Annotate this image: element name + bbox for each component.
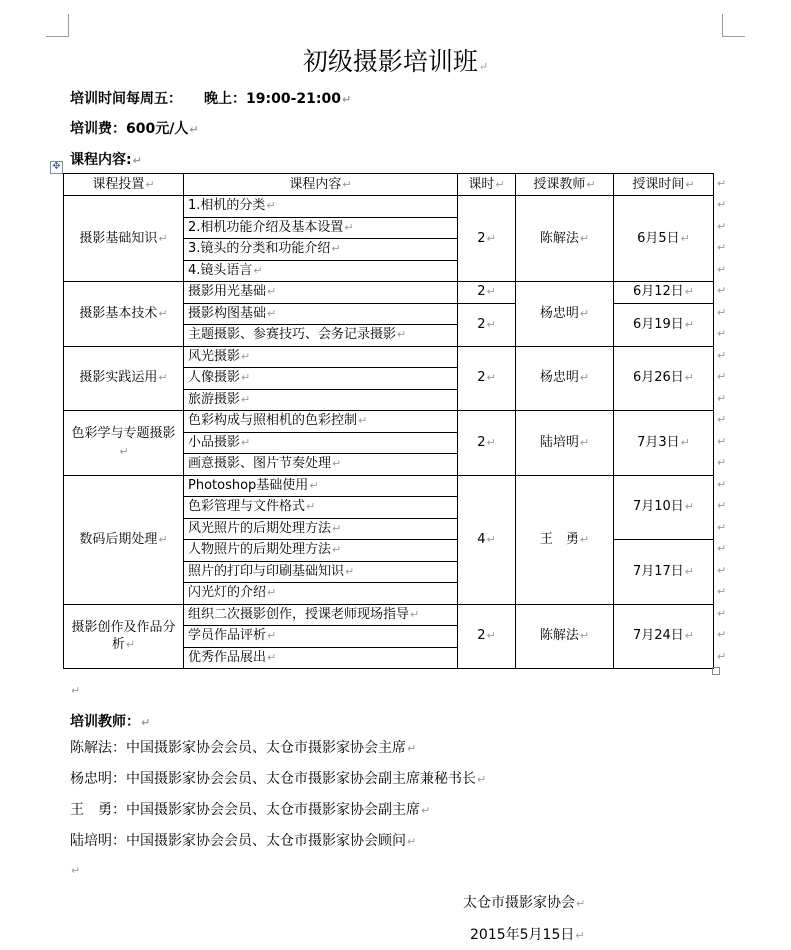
date-cell-text: 6月5日	[637, 230, 680, 246]
header-teacher[interactable]: 授课教师↵	[516, 174, 614, 196]
content-cell-text: 主题摄影、参赛技巧、会务记录摄影	[188, 327, 397, 343]
content-cell[interactable]	[184, 260, 458, 282]
hours-cell[interactable]	[458, 604, 516, 669]
teacher-cell-text: 王 勇	[539, 531, 579, 547]
content-cell[interactable]	[184, 325, 458, 347]
row-end-mark-icon: ↵	[717, 520, 727, 534]
content-cell-text: 1.相机的分类	[188, 198, 266, 214]
date-cell-text: 6月19日	[632, 316, 684, 332]
teacher-cell[interactable]	[516, 475, 614, 604]
paragraph-mark-icon: ↵	[158, 371, 168, 385]
paragraph-mark-icon: ↵	[477, 773, 487, 786]
date-cell-text: 6月26日	[632, 370, 684, 386]
row-end-mark-icon: ↵	[717, 563, 727, 577]
paragraph-mark-icon: ↵	[141, 716, 151, 729]
hours-cell[interactable]	[458, 303, 516, 346]
hours-cell[interactable]	[458, 411, 516, 476]
paragraph-mark-icon: ↵	[421, 804, 431, 817]
teacher-cell[interactable]	[516, 282, 614, 347]
paragraph-mark-icon: ↵	[332, 543, 342, 557]
date-cell-text: 7月3日	[637, 434, 680, 450]
paragraph-mark-icon: ↵	[486, 285, 496, 299]
teacher-bio-text: 王 勇：中国摄影家协会会员、太仓市摄影家协会副主席	[70, 802, 420, 818]
content-cell-text: 小品摄影	[188, 434, 241, 450]
row-end-mark-icon: ↵	[717, 370, 727, 384]
content-cell[interactable]	[184, 239, 458, 261]
content-cell-text: 摄影用光基础	[188, 284, 267, 300]
header-hours[interactable]: 课时↵	[458, 174, 516, 196]
content-cell[interactable]	[184, 561, 458, 583]
paragraph-mark-icon: ↵	[341, 93, 352, 106]
table-row	[64, 604, 714, 626]
table-move-handle-icon[interactable]: ✥	[50, 161, 63, 174]
row-end-mark-icon: ↵	[717, 241, 727, 255]
content-cell[interactable]	[184, 389, 458, 411]
row-end-mark-icon: ↵	[717, 477, 727, 491]
paragraph-mark-icon: ↵	[486, 532, 496, 546]
content-cell-text: 人像摄影	[188, 370, 241, 386]
paragraph-mark-icon: ↵	[397, 328, 407, 342]
paragraph-mark-icon: ↵	[579, 231, 590, 245]
content-cell-text: 风光摄影	[188, 348, 241, 364]
category-cell[interactable]	[64, 196, 184, 282]
category-cell[interactable]	[64, 475, 184, 604]
content-cell-text: 照片的打印与印刷基础知识	[188, 563, 345, 579]
date-cell[interactable]	[614, 282, 714, 304]
content-cell[interactable]	[184, 346, 458, 368]
row-end-mark-icon: ↵	[717, 176, 727, 190]
row-end-mark-icon: ↵	[717, 413, 727, 427]
teacher-bio[interactable]	[70, 737, 416, 757]
document-date[interactable]	[470, 924, 585, 944]
paragraph-mark-icon: ↵	[241, 392, 251, 406]
paragraph-mark-icon: ↵	[158, 532, 168, 546]
paragraph-mark-icon: ↵	[331, 242, 341, 256]
hours-cell-text: 2	[477, 316, 486, 332]
teacher-cell-text: 陈解法	[539, 230, 579, 246]
hours-cell[interactable]	[458, 282, 516, 304]
teacher-bio-text: 杨忠明：中国摄影家协会会员、太仓市摄影家协会副主席兼秘书长	[70, 771, 476, 787]
hours-cell-text: 2	[477, 284, 486, 300]
content-cell-text: 闪光灯的介绍	[188, 585, 267, 601]
paragraph-mark-icon: ↵	[576, 897, 586, 910]
paragraph-mark-icon: ↵	[684, 371, 695, 385]
category-cell[interactable]	[64, 604, 184, 669]
paragraph-mark-icon: ↵	[267, 285, 277, 299]
date-cell[interactable]	[614, 540, 714, 605]
header-date[interactable]: 授课时间↵	[614, 174, 714, 196]
paragraph-mark-icon: ↵	[579, 629, 590, 643]
teacher-cell[interactable]	[516, 411, 614, 476]
content-cell-text: 学员作品评析	[188, 628, 267, 644]
fee-line[interactable]	[70, 118, 199, 138]
paragraph-mark-icon: ↵	[241, 349, 251, 363]
content-cell[interactable]	[184, 475, 458, 497]
content-cell[interactable]	[184, 303, 458, 325]
row-end-mark-icon: ↵	[717, 499, 727, 513]
header-category[interactable]: 课程投置↵	[64, 174, 184, 196]
date-cell[interactable]	[614, 411, 714, 476]
course-table	[63, 173, 714, 669]
content-cell[interactable]	[184, 626, 458, 648]
title-text: 初级摄影培训班	[302, 47, 478, 76]
hours-cell[interactable]	[458, 196, 516, 282]
hours-cell-text: 2	[477, 370, 486, 386]
paragraph-mark-icon: ↵	[241, 371, 251, 385]
row-end-mark-icon: ↵	[717, 327, 727, 341]
row-end-mark-icon: ↵	[717, 542, 727, 556]
content-cell[interactable]	[184, 647, 458, 669]
course-heading[interactable]	[70, 149, 142, 169]
content-cell[interactable]	[184, 497, 458, 519]
teacher-cell-text: 陆培明	[539, 434, 579, 450]
header-content[interactable]: 课程内容↵	[184, 174, 458, 196]
paragraph-mark-icon: ↵	[344, 220, 354, 234]
hours-cell-text: 2	[477, 628, 486, 644]
table-row	[64, 282, 714, 304]
row-end-mark-icon: ↵	[717, 198, 727, 212]
content-cell-text: 旅游摄影	[188, 391, 241, 407]
page-corner-mark-top-right	[722, 14, 745, 37]
paragraph-mark-icon: ↵	[684, 564, 695, 578]
document-title[interactable]	[0, 42, 791, 78]
content-cell-text: 色彩管理与文件格式	[188, 499, 306, 515]
paragraph-mark-icon: ↵	[486, 231, 496, 245]
content-cell-text: 画意摄影、图片节奏处理	[188, 456, 332, 472]
row-end-mark-icon: ↵	[717, 262, 727, 276]
paragraph-mark-icon: ↵	[332, 521, 342, 535]
category-cell[interactable]	[64, 346, 184, 411]
date-cell-text: 6月12日	[632, 284, 684, 300]
paragraph-mark-icon: ↵	[684, 317, 695, 331]
paragraph-mark-icon: ↵	[71, 864, 81, 877]
content-cell[interactable]	[184, 583, 458, 605]
empty-paragraph[interactable]	[70, 862, 80, 878]
teacher-bio[interactable]	[70, 768, 486, 788]
content-cell-text: 3.镜头的分类和功能介绍	[188, 241, 331, 257]
category-cell[interactable]	[64, 411, 184, 476]
row-end-mark-icon: ↵	[717, 348, 727, 362]
table-resize-handle[interactable]	[712, 667, 720, 675]
paragraph-mark-icon: ↵	[575, 929, 585, 942]
row-end-mark-icon: ↵	[717, 628, 727, 642]
content-cell[interactable]	[184, 432, 458, 454]
content-cell-text: 人物照片的后期处理方法	[188, 542, 332, 558]
paragraph-mark-icon: ↵	[306, 500, 316, 514]
paragraph-mark-icon: ↵	[407, 835, 417, 848]
content-cell[interactable]	[184, 454, 458, 476]
content-cell[interactable]	[184, 518, 458, 540]
table-row	[64, 475, 714, 497]
paragraph-mark-icon: ↵	[241, 435, 251, 449]
category-cell-text: 数码后期处理	[79, 531, 158, 547]
paragraph-mark-icon: ↵	[680, 231, 690, 245]
organization-signature[interactable]	[463, 892, 585, 912]
content-cell-text: 摄影构图基础	[188, 305, 267, 321]
paragraph-mark-icon: ↵	[267, 306, 277, 320]
content-cell-text: 色彩构成与照相机的色彩控制	[188, 413, 358, 429]
paragraph-mark-icon: ↵	[486, 629, 496, 643]
teachers-heading[interactable]	[70, 711, 150, 731]
content-cell-text: 优秀作品展出	[188, 649, 267, 665]
content-cell-text: 组织二次摄影创作，授课老师现场指导	[188, 606, 410, 622]
paragraph-mark-icon: ↵	[478, 60, 489, 73]
page-corner-mark-top-left	[46, 14, 69, 37]
content-cell[interactable]	[184, 282, 458, 304]
teacher-cell-text: 杨忠明	[539, 305, 579, 321]
teacher-bio[interactable]	[70, 830, 416, 850]
paragraph-mark-icon: ↵	[266, 199, 276, 213]
empty-paragraph[interactable]	[70, 682, 80, 698]
paragraph-mark-icon: ↵	[158, 231, 168, 245]
hours-cell[interactable]	[458, 346, 516, 411]
teachers-heading-text: 培训教师：	[70, 714, 140, 730]
content-cell[interactable]	[184, 540, 458, 562]
date-text: 2015年5月15日	[470, 927, 575, 943]
paragraph-mark-icon: ↵	[253, 263, 263, 277]
paragraph-mark-icon: ↵	[267, 629, 277, 643]
schedule-line[interactable]	[70, 88, 351, 108]
paragraph-mark-icon: ↵	[410, 607, 420, 621]
paragraph-mark-icon: ↵	[579, 532, 590, 546]
category-cell-text: 摄影基础知识	[79, 230, 158, 246]
teacher-cell[interactable]	[516, 346, 614, 411]
organization-text: 太仓市摄影家协会	[463, 895, 575, 911]
paragraph-mark-icon: ↵	[125, 638, 136, 652]
category-cell-text: 摄影创作及作品分析	[71, 619, 176, 653]
paragraph-mark-icon: ↵	[407, 742, 417, 755]
row-end-mark-icon: ↵	[717, 585, 727, 599]
teacher-cell[interactable]	[516, 196, 614, 282]
teacher-bio-text: 陈解法：中国摄影家协会会员、太仓市摄影家协会主席	[70, 740, 406, 756]
content-cell[interactable]	[184, 411, 458, 433]
paragraph-mark-icon: ↵	[158, 306, 168, 320]
date-cell[interactable]	[614, 604, 714, 669]
paragraph-mark-icon: ↵	[119, 444, 129, 458]
paragraph-mark-icon: ↵	[579, 371, 590, 385]
hours-cell[interactable]	[458, 475, 516, 604]
row-end-mark-icon: ↵	[717, 284, 727, 298]
category-cell-text: 色彩学与专题摄影	[71, 426, 176, 442]
date-cell-text: 7月10日	[632, 499, 684, 515]
category-cell-text: 摄影基本技术	[79, 305, 158, 321]
row-end-mark-icon: ↵	[717, 391, 727, 405]
hours-cell-text: 4	[477, 531, 486, 547]
paragraph-mark-icon: ↵	[267, 586, 277, 600]
date-cell-text: 7月24日	[632, 628, 684, 644]
table-row	[64, 346, 714, 368]
table-header-row	[64, 174, 714, 196]
paragraph-mark-icon: ↵	[684, 500, 695, 514]
date-cell[interactable]	[614, 346, 714, 411]
paragraph-mark-icon: ↵	[486, 371, 496, 385]
paragraph-mark-icon: ↵	[579, 435, 590, 449]
teacher-bio[interactable]	[70, 799, 430, 819]
paragraph-mark-icon: ↵	[684, 629, 695, 643]
category-cell[interactable]	[64, 282, 184, 347]
paragraph-mark-icon: ↵	[680, 435, 690, 449]
row-end-mark-icon: ↵	[717, 305, 727, 319]
paragraph-mark-icon: ↵	[684, 285, 695, 299]
date-cell-text: 7月17日	[632, 563, 684, 579]
hours-cell-text: 2	[477, 230, 486, 246]
paragraph-mark-icon: ↵	[332, 457, 342, 471]
paragraph-mark-icon: ↵	[345, 564, 355, 578]
teacher-bio-text: 陆培明：中国摄影家协会会员、太仓市摄影家协会顾问	[70, 833, 406, 849]
schedule-time: 晚上：19:00-21:00	[204, 91, 341, 107]
date-cell[interactable]	[614, 475, 714, 540]
paragraph-mark-icon: ↵	[267, 650, 277, 664]
row-end-mark-icon: ↵	[717, 219, 727, 233]
content-cell[interactable]	[184, 604, 458, 626]
paragraph-mark-icon: ↵	[358, 414, 368, 428]
content-cell[interactable]	[184, 196, 458, 218]
date-cell[interactable]	[614, 303, 714, 346]
content-cell-text: 风光照片的后期处理方法	[188, 520, 332, 536]
date-cell[interactable]	[614, 196, 714, 282]
paragraph-mark-icon: ↵	[132, 154, 142, 167]
row-end-mark-icon: ↵	[717, 606, 727, 620]
row-end-mark-icon: ↵	[717, 456, 727, 470]
paragraph-mark-icon: ↵	[486, 317, 496, 331]
row-end-mark-icon: ↵	[717, 649, 727, 663]
content-cell-text: 4.镜头语言	[188, 262, 253, 278]
fee-text: 培训费：600元/人	[70, 121, 189, 137]
content-cell[interactable]	[184, 368, 458, 390]
content-cell-text: 2.相机功能介绍及基本设置	[188, 219, 344, 235]
paragraph-mark-icon: ↵	[71, 684, 81, 697]
paragraph-mark-icon: ↵	[189, 123, 199, 136]
teacher-cell[interactable]	[516, 604, 614, 669]
teacher-cell-text: 陈解法	[539, 628, 579, 644]
paragraph-mark-icon: ↵	[486, 435, 496, 449]
teacher-cell-text: 杨忠明	[539, 370, 579, 386]
hours-cell-text: 2	[477, 434, 486, 450]
paragraph-mark-icon: ↵	[579, 306, 590, 320]
course-heading-text: 课程内容:	[70, 152, 132, 168]
content-cell-text: Photoshop基础使用	[188, 477, 309, 493]
category-cell-text: 摄影实践运用	[79, 370, 158, 386]
table-row	[64, 411, 714, 433]
schedule-label: 培训时间每周五：	[70, 91, 182, 107]
paragraph-mark-icon: ↵	[309, 478, 319, 492]
content-cell[interactable]	[184, 217, 458, 239]
row-end-mark-icon: ↵	[717, 434, 727, 448]
table-row	[64, 196, 714, 218]
